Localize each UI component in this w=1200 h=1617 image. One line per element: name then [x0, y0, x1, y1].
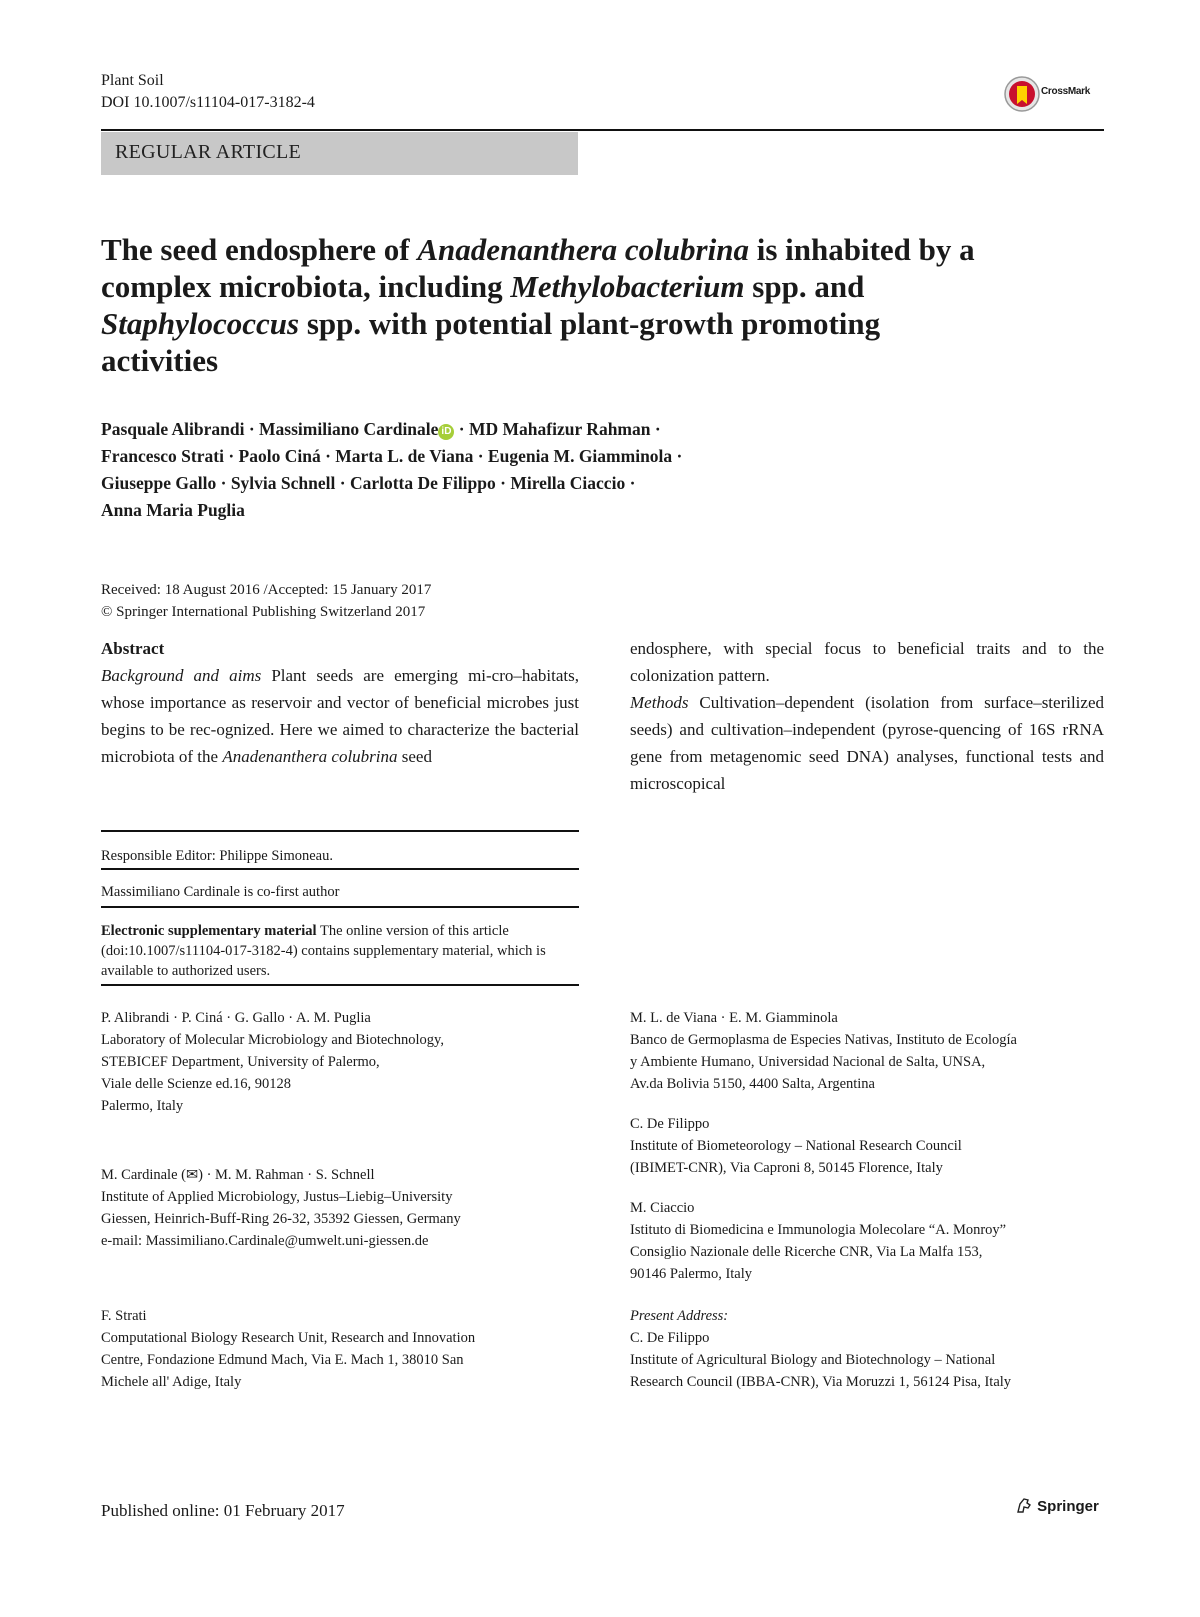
article-type-banner	[101, 132, 578, 175]
abstract-right: endosphere, with special focus to beneficial traits and to the colonization pattern. Methods Cultivation–dependent (isolation from surface–sterilized seeds) and cultivation–independent (pyrose-quencing of 16S rRNA gene from metagenomic seed DNA) analyses, functional tests and microscopical	[630, 639, 1104, 793]
affiliation: M. L. de Viana · E. M. Giamminola Banco de Germoplasma de Especies Nativas, Instituto de Ecología y Ambiente Humano, Universidad Nacional de Salta, UNSA, Av.da Bolivia 5150, 4400 Salta, Argentina	[630, 1010, 1017, 1092]
footnote-divider	[101, 868, 579, 870]
affiliation: M. Ciaccio Istituto di Biomedicina e Immunologia Molecolare “A. Monroy” Consiglio Nazionale delle Ricerche CNR, Via La Malfa 153, 90146 Palermo, Italy	[630, 1200, 1007, 1282]
co-first-author-note: Massimiliano Cardinale is co-first author	[101, 884, 340, 900]
affiliation: F. Strati Computational Biology Research Unit, Research and Innovation Centre, Fondazione Edmund Mach, Via E. Mach 1, 38010 San Michele all' Adige, Italy	[101, 1308, 476, 1390]
published-online: Published online: 01 February 2017	[101, 1501, 345, 1520]
methods-label: Methods	[630, 693, 689, 712]
springer-horse-icon	[1015, 1496, 1033, 1514]
abstract-heading: Abstract	[101, 639, 165, 658]
crossmark-label: CrossMark	[1041, 86, 1090, 97]
footnote-divider	[101, 830, 579, 832]
affiliation: Present Address: C. De Filippo Institute of Agricultural Biology and Biotechnology – National Research Council (IBBA-CNR), Via Moruzzi 1, 56124 Pisa, Italy	[630, 1305, 1110, 1393]
article-type: REGULAR ARTICLE	[115, 141, 302, 163]
article-title: The seed endosphere of Anadenanthera colubrina is inhabited by a complex microbiota, including Methylobacterium spp. and Staphylococcus spp. with potential plant-growth promoting activities	[101, 232, 975, 378]
corresponding-email[interactable]: e-mail: Massimiliano.Cardinale@umwelt.uni-giessen.de	[101, 1233, 429, 1249]
footnote-divider	[101, 906, 579, 908]
present-address-label: Present Address:	[630, 1308, 729, 1324]
affiliation: C. De Filippo Institute of Biometeorology – National Research Council (IBIMET-CNR), Via Caproni 8, 50145 Florence, Italy	[630, 1116, 962, 1176]
authors-line: Anna Maria Puglia	[101, 500, 245, 520]
footnote-divider	[101, 984, 579, 986]
author-list	[101, 416, 861, 524]
springer-logo	[1015, 1496, 1099, 1515]
affiliation: M. Cardinale (✉) · M. M. Rahman · S. Schnell Institute of Applied Microbiology, Justus–Liebig–University Giessen, Heinrich-Buff-Ring 26-32, 35392 Giessen, Germany e-mail: Massimiliano.Cardinale@umwelt.uni-giessen.de	[101, 1164, 601, 1252]
doi: DOI 10.1007/s11104-017-3182-4	[101, 94, 315, 111]
background-label: Background and aims	[101, 666, 262, 685]
journal-header	[101, 70, 315, 114]
orcid-icon[interactable]: iD	[438, 424, 454, 440]
authors-line: Pasquale Alibrandi · Massimiliano Cardinale iD · MD Mahafizur Rahman ·	[101, 419, 661, 439]
article-dates	[101, 579, 431, 623]
responsible-editor: Responsible Editor: Philippe Simoneau.	[101, 848, 333, 864]
copyright: © Springer International Publishing Switzerland 2017	[101, 604, 426, 620]
authors-line: Francesco Strati · Paolo Ciná · Marta L. de Viana · Eugenia M. Giamminola ·	[101, 446, 683, 466]
abstract-left: Abstract Background and aims Plant seeds are emerging mi-cro–habitats, whose importance as reservoir and vector of beneficial microbes just begins to be rec-ognized. Here we aimed to characterize the bacterial microbiota of the Anadenanthera colubrina seed	[101, 635, 579, 770]
authors-line: Giuseppe Gallo · Sylvia Schnell · Carlotta De Filippo · Mirella Ciaccio ·	[101, 473, 636, 493]
journal-name: Plant Soil	[101, 72, 164, 89]
affiliation: P. Alibrandi · P. Ciná · G. Gallo · A. M. Puglia Laboratory of Molecular Microbiology and Biotechnology, STEBICEF Department, University of Palermo, Viale delle Scienze ed.16, 90128 Palermo, Italy	[101, 1010, 444, 1114]
esm-note: Electronic supplementary material The online version of this article (doi:10.1007/s11104-017-3182-4) contains supplementary material, which is available to authorized users.	[101, 923, 546, 979]
received-accepted: Received: 18 August 2016 /Accepted: 15 January 2017	[101, 582, 432, 598]
header-divider	[101, 129, 1104, 131]
springer-wordmark: Springer	[1037, 1498, 1099, 1515]
